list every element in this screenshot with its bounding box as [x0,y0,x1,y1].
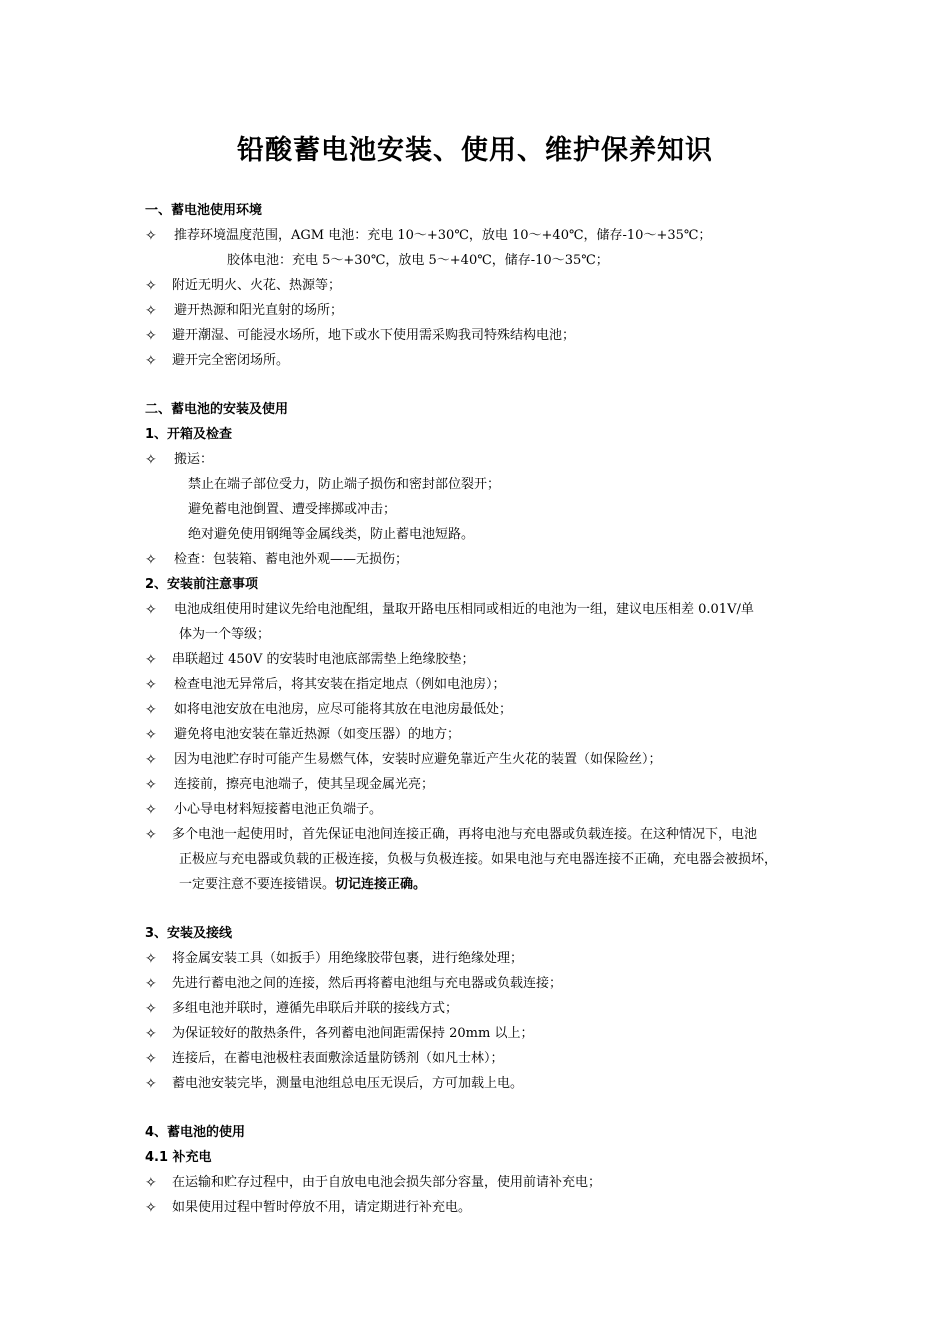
bullet-icon: ✧ [145,278,157,294]
bullet-icon: ✧ [145,652,157,668]
bullet-icon: ✧ [145,827,157,843]
bullet-icon: ✧ [145,1051,157,1067]
bullet-icon: ✧ [145,1001,157,1017]
list-item: 胶体电池：充电 5～+30℃，放电 5～+40℃，储存-10～35℃； [227,253,609,268]
bullet-icon: ✧ [145,777,157,793]
bullet-icon: ✧ [145,802,157,818]
list-item: 为保证较好的散热条件，各列蓄电池间距需保持 20mm 以上； [172,1026,534,1041]
list-item: 避开热源和阳光直射的场所； [174,303,344,318]
list-item: 避开完全密闭场所。 [172,353,290,368]
list-item: 串联超过 450V 的安装时电池底部需垫上绝缘胶垫； [172,652,475,667]
list-item: 禁止在端子部位受力，防止端子损伤和密封部位裂开； [188,477,501,492]
bullet-icon: ✧ [145,976,157,992]
list-item: 在运输和贮存过程中，由于自放电电池会损失部分容量，使用前请补充电； [172,1175,602,1190]
list-item: 将金属安装工具（如扳手）用绝缘胶带包裹，进行绝缘处理； [172,951,524,966]
bullet-icon: ✧ [145,552,157,568]
section-2-heading: 二、蓄电池的安装及使用 [145,402,289,417]
list-item-continuation: 正极应与充电器或负载的正极连接，负极与负极连接。如果电池与充电器连接不正确，充电器会被损坏， [179,852,778,867]
bullet-icon: ✧ [145,951,157,967]
list-item: 搬运： [174,452,214,467]
list-item: 先进行蓄电池之间的连接，然后再将蓄电池组与充电器或负载连接； [172,976,563,991]
list-item: 附近无明火、火花、热源等； [172,278,342,293]
bullet-icon: ✧ [145,602,157,618]
bullet-icon: ✧ [145,1200,157,1216]
subsection-4-heading: 4、蓄电池的使用 [145,1125,246,1140]
list-item-continuation: 体为一个等级； [179,627,271,642]
bullet-icon: ✧ [145,702,157,718]
list-item: 如将电池安放在电池房，应尽可能将其放在电池房最低处； [174,702,513,717]
bullet-icon: ✧ [145,303,157,319]
bullet-icon: ✧ [145,752,157,768]
bullet-icon: ✧ [145,677,157,693]
bullet-icon: ✧ [145,1076,157,1092]
list-item: 多个电池一起使用时，首先保证电池间连接正确，再将电池与充电器或负载连接。在这种情况下，电池 [172,827,758,842]
list-item: 绝对避免使用钢绳等金属线类，防止蓄电池短路。 [188,527,475,542]
list-item: 避免将电池安装在靠近热源（如变压器）的地方； [174,727,461,742]
list-item: 推荐环境温度范围，AGM 电池：充电 10～+30℃，放电 10～+40℃，储存-10～+35℃； [174,228,712,243]
list-item-continuation [179,875,426,895]
list-item: 检查：包装箱、蓄电池外观——无损伤； [174,552,409,567]
list-item: 如果使用过程中暂时停放不用，请定期进行补充电。 [172,1200,472,1215]
bullet-icon: ✧ [145,1175,157,1191]
bullet-icon: ✧ [145,727,157,743]
emphasis-text: 切记连接正确。 [335,877,427,892]
list-item: 小心导电材料短接蓄电池正负端子。 [174,802,383,817]
list-item: 因为电池贮存时可能产生易燃气体，安装时应避免靠近产生火花的装置（如保险丝）； [174,752,662,767]
list-item: 连接前，擦亮电池端子，使其呈现金属光亮； [174,777,435,792]
subsection-4-1-heading: 4.1 补充电 [145,1150,212,1165]
list-item: 连接后，在蓄电池极柱表面敷涂适量防锈剂（如凡士林）； [172,1051,504,1066]
list-item: 电池成组使用时建议先给电池配组，量取开路电压相同或相近的电池为一组，建议电压相差 0.01V/单 [174,602,754,617]
bullet-icon: ✧ [145,452,157,468]
list-item: 蓄电池安装完毕，测量电池组总电压无误后，方可加载上电。 [172,1076,524,1091]
list-item: 避开潮湿、可能浸水场所，地下或水下使用需采购我司特殊结构电池； [172,328,576,343]
subsection-1-heading: 1、开箱及检查 [145,427,233,442]
bullet-icon: ✧ [145,353,157,369]
list-item: 检查电池无异常后，将其安装在指定地点（例如电池房）； [174,677,506,692]
subsection-2-heading: 2、安装前注意事项 [145,577,259,592]
list-item: 避免蓄电池倒置、遭受摔掷或冲击； [188,502,397,517]
list-item-text: 一定要注意不要连接错误。 [179,877,336,892]
subsection-3-heading: 3、安装及接线 [145,926,233,941]
list-item: 多组电池并联时，遵循先串联后并联的接线方式； [172,1001,459,1016]
document-title: 铅酸蓄电池安装、使用、维护保养知识 [237,135,713,166]
bullet-icon: ✧ [145,328,157,344]
bullet-icon: ✧ [145,1026,157,1042]
section-1-heading: 一、蓄电池使用环境 [145,203,263,218]
bullet-icon: ✧ [145,228,157,244]
